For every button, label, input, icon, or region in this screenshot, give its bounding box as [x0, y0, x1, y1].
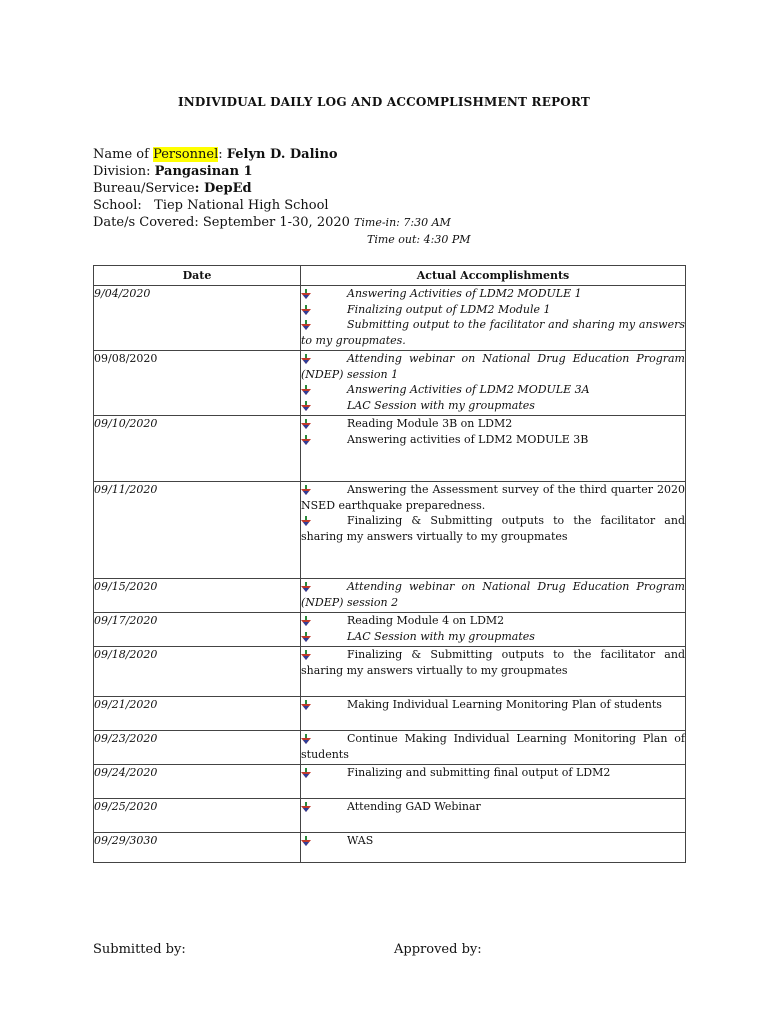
row-date: 09/29/3030: [94, 833, 301, 863]
school-value: Tiep National High School: [154, 198, 329, 213]
accomplishment-text: Attending webinar on National Drug Education Program (NDEP) session 1: [301, 352, 685, 381]
accomplishment-text: Submitting output to the facilitator and sharing my answers to my groupmates.: [301, 318, 685, 347]
arrow-bullet-icon: [301, 615, 311, 625]
accomplishment-text: LAC Session with my groupmates: [347, 629, 535, 643]
accomplishment-table: [93, 265, 686, 863]
accomplishment-text: Reading Module 4 on LDM2: [347, 614, 505, 627]
accomplishment-text: Making Individual Learning Monitoring Plan of students: [347, 698, 662, 711]
arrow-bullet-icon: [301, 699, 311, 709]
arrow-bullet-icon: [301, 733, 311, 743]
accomplishment-text: Attending webinar on National Drug Education Program (NDEP) session 2: [301, 580, 685, 609]
arrow-bullet-icon: [301, 288, 311, 298]
arrow-bullet-icon: [301, 353, 311, 363]
table-header-row: [94, 266, 686, 286]
name-label-post: :: [218, 147, 227, 162]
table-row: [94, 765, 686, 799]
row-date: 09/11/2020: [94, 482, 301, 579]
accomplishment-item: [301, 482, 685, 513]
header-accomplishments: Actual Accomplishments: [301, 266, 686, 286]
arrow-bullet-icon: [301, 418, 311, 428]
accomplishment-text: WAS: [347, 834, 374, 847]
accomplishment-text: Finalizing and submitting final output of LDM2: [347, 766, 611, 779]
row-accomplishments: [301, 799, 686, 833]
name-label-highlight: Personnel: [153, 147, 219, 162]
time-in: Time-in: 7:30 AM: [354, 216, 451, 229]
row-accomplishments: [301, 286, 686, 351]
row-accomplishments: [301, 647, 686, 697]
row-date: 09/21/2020: [94, 697, 301, 731]
arrow-bullet-icon: [301, 649, 311, 659]
accomplishment-item: [301, 629, 685, 645]
accomplishment-text: Answering the Assessment survey of the third quarter 2020 NSED earthquake preparedness.: [301, 483, 685, 512]
arrow-bullet-icon: [301, 304, 311, 314]
table-row: [94, 579, 686, 613]
arrow-bullet-icon: [301, 400, 311, 410]
accomplishment-item: [301, 613, 685, 629]
table-row: [94, 482, 686, 579]
approved-by-label: Approved by:: [394, 942, 482, 957]
row-date: 09/17/2020: [94, 613, 301, 647]
header-date: Date: [94, 266, 301, 286]
row-date: 09/25/2020: [94, 799, 301, 833]
bureau-row: [93, 180, 451, 197]
table-row: [94, 731, 686, 765]
dates-label: Date/s Covered:: [93, 215, 203, 230]
table-row: [94, 833, 686, 863]
arrow-bullet-icon: [301, 835, 311, 845]
row-date: 09/24/2020: [94, 765, 301, 799]
accomplishment-item: [301, 833, 685, 849]
arrow-bullet-icon: [301, 515, 311, 525]
accomplishment-text: Continue Making Individual Learning Monitoring Plan of students: [301, 732, 685, 761]
row-accomplishments: [301, 579, 686, 613]
accomplishment-item: [301, 697, 685, 713]
accomplishment-item: [301, 731, 685, 762]
accomplishment-item: [301, 799, 685, 815]
row-accomplishments: [301, 833, 686, 863]
accomplishment-item: [301, 579, 685, 610]
accomplishment-text: Finalizing & Submitting outputs to the facilitator and sharing my answers virtually to my groupmates: [301, 648, 685, 677]
accomplishment-item: [301, 647, 685, 678]
row-accomplishments: [301, 765, 686, 799]
personnel-name-row: [93, 146, 451, 163]
bureau-value: : DepEd: [194, 181, 252, 196]
table-row: [94, 613, 686, 647]
accomplishment-text: Answering Activities of LDM2 MODULE 3A: [347, 383, 590, 396]
table-body: [94, 286, 686, 863]
table-row: [94, 351, 686, 416]
row-accomplishments: [301, 731, 686, 765]
row-date: 09/08/2020: [94, 351, 301, 416]
row-date: 09/18/2020: [94, 647, 301, 697]
accomplishment-text: Finalizing & Submitting outputs to the facilitator and sharing my answers virtually to my groupmates: [301, 514, 685, 543]
row-accomplishments: [301, 416, 686, 482]
accomplishment-item: [301, 513, 685, 544]
arrow-bullet-icon: [301, 319, 311, 329]
row-accomplishments: [301, 613, 686, 647]
row-accomplishments: [301, 482, 686, 579]
arrow-bullet-icon: [301, 801, 311, 811]
arrow-bullet-icon: [301, 631, 311, 641]
table-row: [94, 416, 686, 482]
bureau-label: Bureau/Service: [93, 181, 195, 196]
accomplishment-item: [301, 432, 685, 448]
accomplishment-text: LAC Session with my groupmates: [347, 398, 535, 412]
dates-row: [93, 214, 451, 231]
accomplishment-text: Answering activities of LDM2 MODULE 3B: [347, 432, 589, 446]
table-row: [94, 647, 686, 697]
division-value: Pangasinan 1: [154, 164, 253, 179]
row-date: 9/04/2020: [94, 286, 301, 351]
row-accomplishments: [301, 697, 686, 731]
row-accomplishments: [301, 351, 686, 416]
dates-value: September 1-30, 2020: [202, 215, 355, 230]
name-label-pre: Name of: [93, 147, 154, 162]
arrow-bullet-icon: [301, 434, 311, 444]
arrow-bullet-icon: [301, 384, 311, 394]
accomplishment-item: [301, 416, 685, 432]
personnel-name: Felyn D. Dalino: [226, 147, 338, 162]
row-date: 09/10/2020: [94, 416, 301, 482]
time-out: Time out: 4:30 PM: [367, 233, 471, 246]
accomplishment-text: Finalizing output of LDM2 Module 1: [347, 302, 551, 316]
row-date: 09/15/2020: [94, 579, 301, 613]
accomplishment-item: [301, 286, 685, 302]
school-label: School:: [93, 198, 142, 213]
accomplishment-text: Reading Module 3B on LDM2: [347, 417, 513, 430]
accomplishment-item: [301, 351, 685, 382]
arrow-bullet-icon: [301, 484, 311, 494]
submitted-by-label: Submitted by:: [93, 942, 186, 957]
accomplishment-item: [301, 302, 685, 318]
accomplishment-item: [301, 382, 685, 398]
accomplishment-item: [301, 317, 685, 348]
accomplishment-item: [301, 765, 685, 781]
table-row: [94, 697, 686, 731]
table-row: [94, 286, 686, 351]
arrow-bullet-icon: [301, 767, 311, 777]
arrow-bullet-icon: [301, 581, 311, 591]
table-row: [94, 799, 686, 833]
school-row: [93, 197, 451, 214]
division-row: [93, 163, 451, 180]
accomplishment-item: [301, 398, 685, 414]
accomplishment-text: Attending GAD Webinar: [347, 800, 481, 813]
row-date: 09/23/2020: [94, 731, 301, 765]
division-label: Division:: [93, 164, 155, 179]
accomplishment-text: Answering Activities of LDM2 MODULE 1: [347, 287, 582, 300]
personnel-info: [93, 146, 451, 231]
report-title: INDIVIDUAL DAILY LOG AND ACCOMPLISHMENT REPORT: [177, 95, 591, 109]
